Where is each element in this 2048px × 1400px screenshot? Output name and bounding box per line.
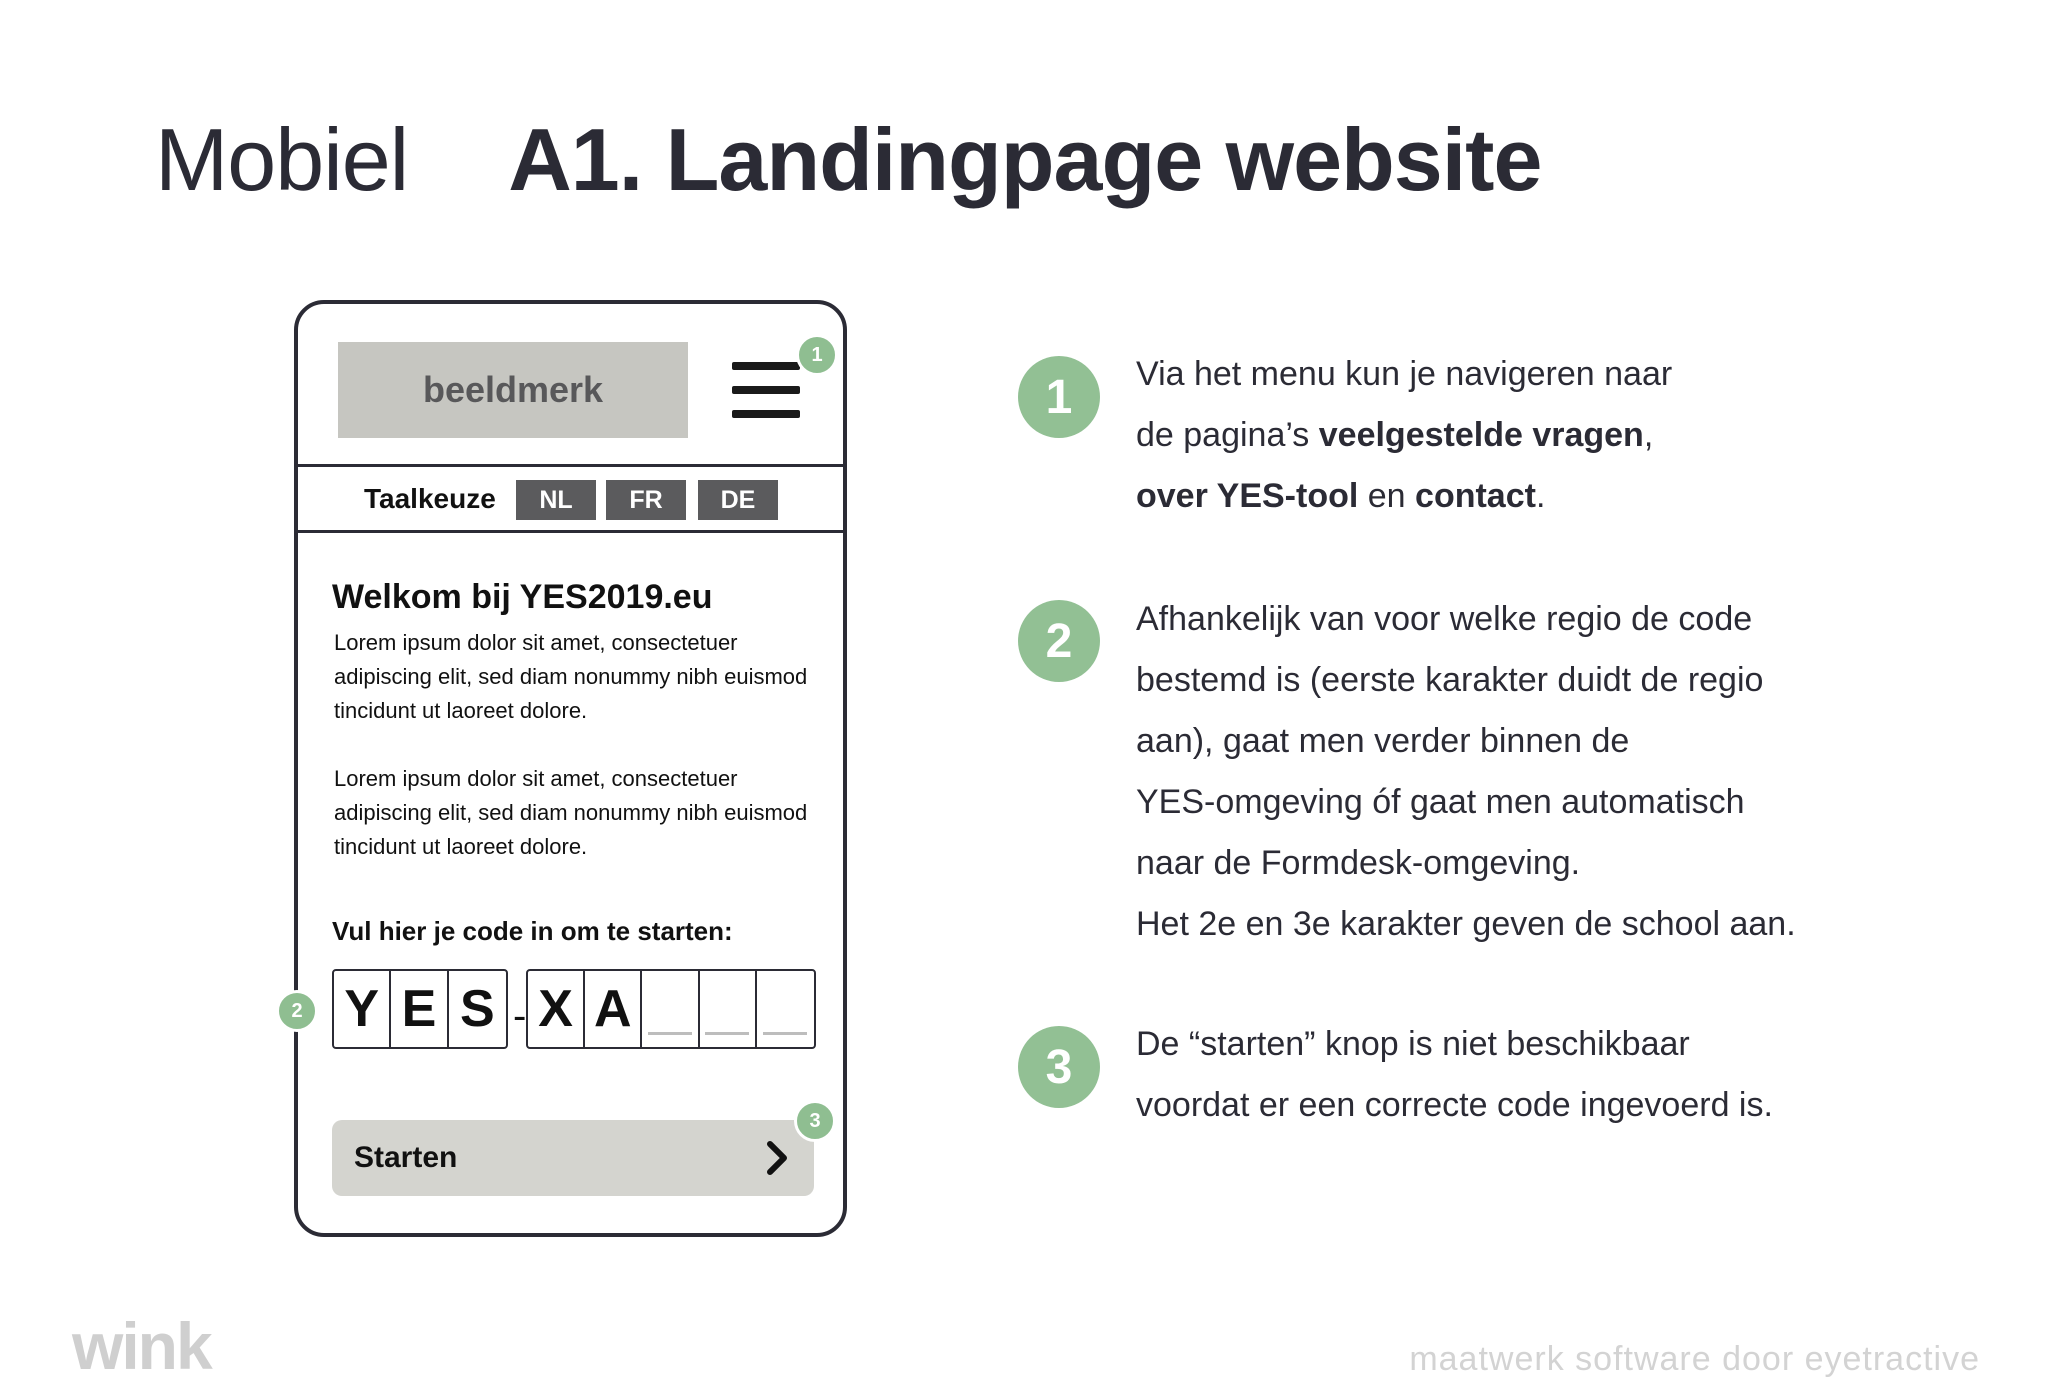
welcome-heading: Welkom bij YES2019.eu: [332, 578, 713, 616]
code-prefix-char: Y: [334, 971, 391, 1047]
emphasis-text: contact: [1415, 477, 1536, 515]
annotation-text-1: Via het menu kun je navigeren naar de pagina’s veelgestelde vragen, over YES-tool en contact.: [1136, 355, 1673, 515]
intro-paragraph-2: Lorem ipsum dolor sit amet, consectetuer adipiscing elit, sed diam nonummy nibh euismod tincidunt ut laoreet dolore.: [334, 766, 808, 859]
code-separator: -: [513, 994, 527, 1038]
language-nl-button[interactable]: NL: [516, 480, 596, 520]
intro-paragraph-1: Lorem ipsum dolor sit amet, consectetuer adipiscing elit, sed diam nonummy nibh euismod tincidunt ut laoreet dolore.: [334, 630, 808, 723]
code-prefix-fields: [332, 969, 508, 1049]
annotation-badge-3: 3: [1018, 1026, 1100, 1108]
annotation-marker-2: 2: [276, 990, 318, 1032]
annotation-text-3: De “starten” knop is niet beschikbaar voordat er een correcte code ingevoerd is.: [1136, 1025, 1773, 1124]
language-selector: [298, 468, 843, 530]
annotation-text-2: Afhankelijk van voor welke regio de code bestemd is (eerste karakter duidt de regio aan), gaat men verder binnen de YES-omgeving óf gaat men automatisch naar de Formdesk-omgeving. Het 2e en 3e karakter geven de school aan.: [1136, 600, 1796, 943]
code-input-empty[interactable]: [642, 971, 699, 1047]
annotation-marker-3: 3: [794, 1100, 836, 1142]
chevron-right-icon: [766, 1140, 788, 1176]
footer-tagline: maatwerk software door eyetractive: [1409, 1340, 1980, 1378]
annotation-marker-1: 1: [796, 334, 838, 376]
section-label: Mobiel: [155, 110, 409, 209]
emphasis-text: over YES-tool: [1136, 477, 1359, 515]
header-divider: [298, 464, 843, 467]
code-input-empty[interactable]: [700, 971, 757, 1047]
footer-logo: wink: [72, 1309, 211, 1383]
phone-mockup: [291, 300, 847, 1237]
hamburger-menu-icon[interactable]: [732, 362, 800, 422]
page-title: A1. Landingpage website: [508, 110, 1542, 209]
code-input-fields: [526, 969, 816, 1049]
logo-placeholder[interactable]: beeldmerk: [338, 342, 688, 438]
start-button-label: Starten: [354, 1141, 458, 1174]
code-input-char[interactable]: X: [528, 971, 585, 1047]
language-fr-button[interactable]: FR: [606, 480, 686, 520]
annotation-badge-2: 2: [1018, 600, 1100, 682]
language-divider: [298, 530, 843, 533]
code-instruction: Vul hier je code in om te starten:: [332, 916, 733, 946]
emphasis-text: veelgestelde vragen: [1318, 416, 1644, 454]
start-button[interactable]: [332, 1120, 814, 1196]
code-input-empty[interactable]: [757, 971, 814, 1047]
language-de-button[interactable]: DE: [698, 480, 778, 520]
code-prefix-char: E: [391, 971, 448, 1047]
annotation-badge-1: 1: [1018, 356, 1100, 438]
page-title-row: [155, 105, 1541, 215]
code-prefix-char: S: [460, 980, 495, 1038]
code-input-char[interactable]: A: [585, 971, 642, 1047]
language-label: Taalkeuze: [364, 483, 496, 514]
